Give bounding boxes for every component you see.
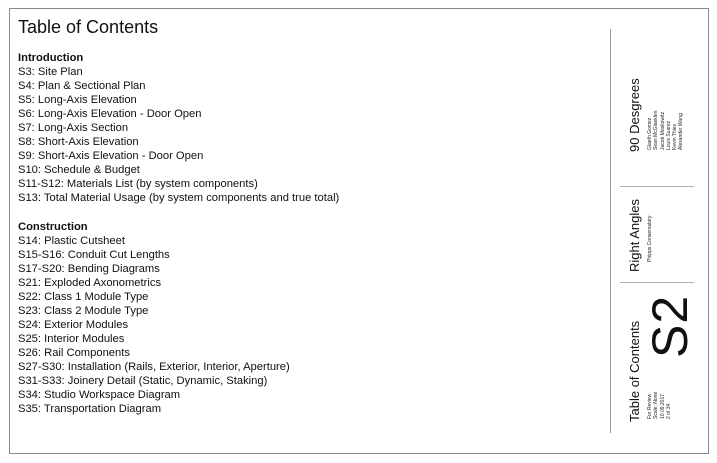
toc-entry: S3: Site Plan — [18, 66, 83, 79]
toc-entry: S34: Studio Workspace Diagram — [18, 389, 181, 402]
sheet-scale: Scale: None — [653, 391, 660, 419]
sheet-date: 10.09.2017 — [659, 393, 666, 419]
toc-entry: S7: Long-Axis Section — [18, 122, 129, 135]
team-member: Sean McGlaeklen — [653, 110, 660, 150]
toc-section-introduction — [18, 51, 339, 206]
toc-entry: S11-S12: Materials List (by system components) — [18, 178, 258, 191]
team-member: Alexander Wang — [678, 113, 685, 150]
toc-entry: S10: Schedule & Budget — [18, 164, 140, 177]
toc-entry: S27-S30: Installation (Rails, Exterior, Interior, Aperture) — [18, 360, 290, 373]
toc-entry: S31-S33: Joinery Detail (Static, Dynamic, Staking) — [18, 375, 268, 388]
table-of-contents — [18, 51, 339, 416]
toc-entry: S9: Short-Axis Elevation - Door Open — [18, 150, 204, 163]
toc-entry: S4: Plan & Sectional Plan — [18, 80, 146, 93]
toc-entry: S5: Long-Axis Elevation — [18, 94, 137, 107]
sheet-status: For Review — [647, 393, 653, 419]
toc-entry: S22: Class 1 Module Type — [18, 290, 149, 303]
section-heading: Construction — [18, 220, 88, 233]
toc-entry: S35: Transportation Diagram — [18, 403, 162, 416]
team-name: 90 Desgrees — [627, 78, 642, 152]
toc-entry: S23: Class 2 Module Type — [18, 304, 149, 317]
team-member: Glaeth Gomez — [647, 117, 653, 150]
title-block-divider — [610, 29, 611, 433]
toc-entry: S17-S20: Bending Diagrams — [18, 262, 160, 275]
toc-section-construction — [18, 220, 339, 417]
toc-entry: S26: Rail Components — [18, 346, 130, 359]
toc-entry: S6: Long-Axis Elevation - Door Open — [18, 108, 202, 121]
toc-entry: S13: Total Material Usage (by system components and true total) — [18, 192, 340, 205]
page-title: Table of Contents — [18, 17, 159, 37]
client-name: Phipps Conservatory — [647, 215, 653, 262]
team-member: Kevin Thies — [672, 123, 679, 150]
sheet-number: S2 — [642, 294, 698, 358]
toc-entry: S14: Plastic Cutsheet — [18, 234, 125, 247]
toc-entry: S15-S16: Conduit Cut Lengths — [18, 248, 170, 261]
toc-entry: S25: Interior Modules — [18, 332, 125, 345]
title-block-rule — [620, 186, 694, 187]
team-member: Louis Suarez — [665, 120, 672, 150]
sheet-count: 2 of 34 — [665, 403, 672, 419]
toc-entry: S8: Short-Axis Elevation — [18, 136, 139, 149]
team-members — [647, 111, 685, 150]
sheet-info — [647, 392, 672, 419]
section-heading: Introduction — [18, 52, 84, 64]
team-member: Jacob Moskowitz — [659, 111, 666, 150]
project-name: Right Angles — [627, 199, 642, 272]
toc-entry: S24: Exterior Modules — [18, 318, 129, 331]
toc-entry: S21: Exploded Axonometrics — [18, 276, 162, 289]
sheet-title: Table of Contents — [627, 320, 642, 422]
title-block-rule — [620, 282, 694, 283]
